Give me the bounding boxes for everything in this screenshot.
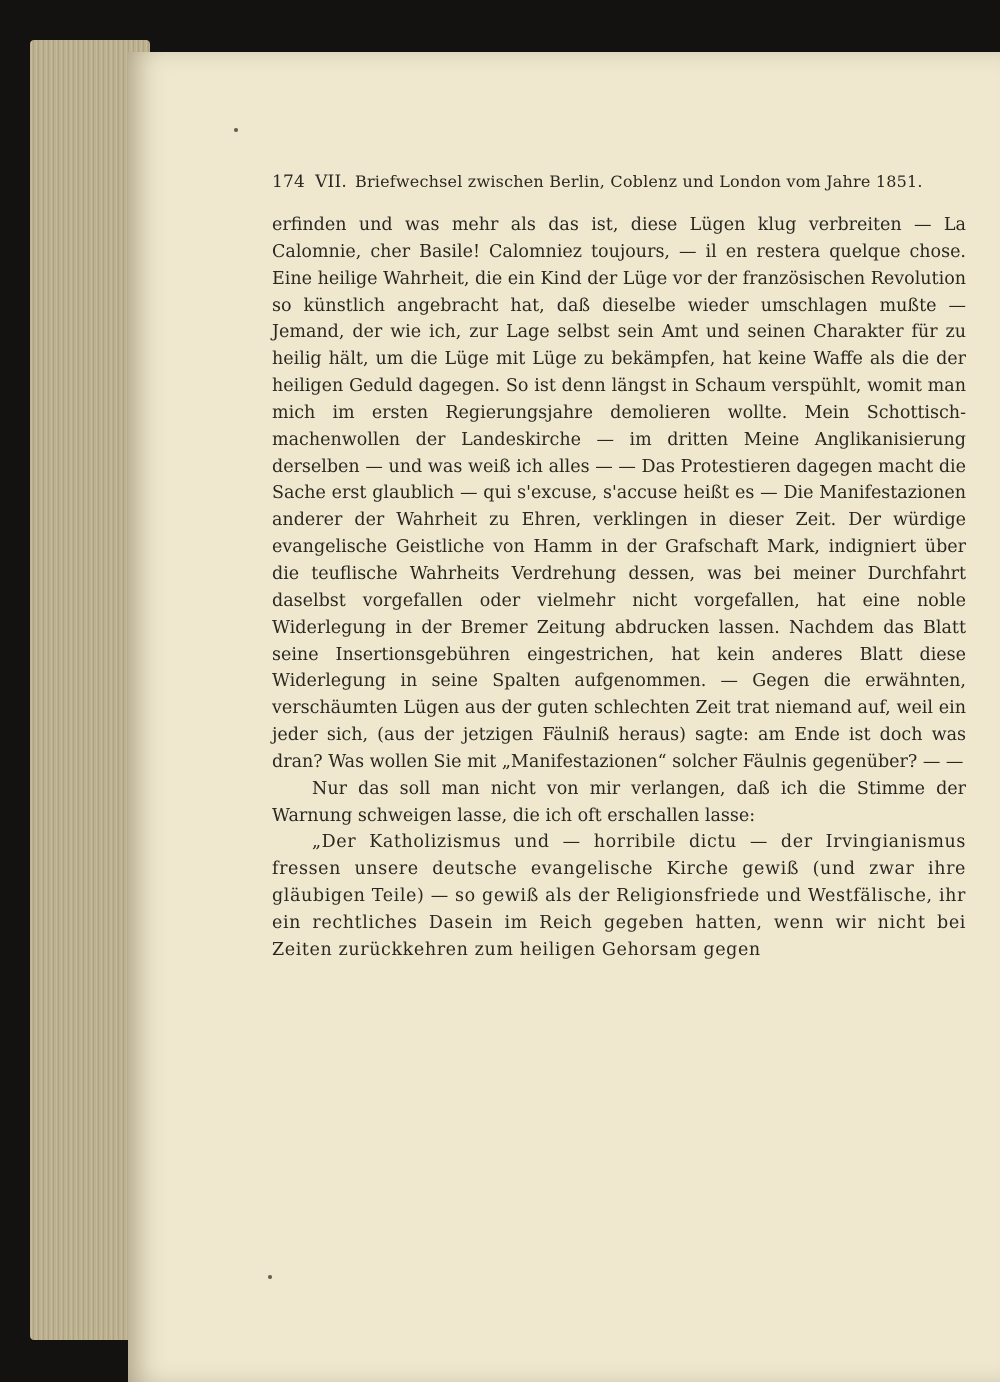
paragraph-continued: erfinden und was mehr als das ist, diese Lügen klug verbreiten — La Calomnie, cher Basile! Calomniez toujours, — il en restera quelque chose. Eine heilige Wahrheit, die ein Kind der Lüge vor der französischen Revolution so künstlich angebracht hat, daß dieselbe wieder umschlagen mußte — Jemand, der wie ich, zur Lage selbst sein Amt und seinen Charakter für zu heilig hält, um die Lüge mit Lüge zu bekämpfen, hat keine Waffe als die der heiligen Geduld dagegen. So ist denn längst in Schaum verspühlt, womit man mich im ersten Regierungsjahre demolieren wollte. Mein Schottisch-machenwollen der Landeskirche — im dritten Meine Anglikanisierung derselben — und was weiß ich alles — — Das Protestieren dagegen macht die Sache erst glaublich — qui s'excuse, s'accuse heißt es — Die Manifestazionen anderer der Wahrheit zu Ehren, verklingen in dieser Zeit. Der würdige evangelische Geistliche von Hamm in der Grafschaft Mark, indigniert über die teuflische Wahrheits Verdrehung dessen, was bei meiner Durchfahrt daselbst vorgefallen oder vielmehr nicht vorgefallen, hat eine noble Widerlegung in der Bremer Zeitung abdrucken lassen. Nachdem das Blatt seine Insertionsgebühren eingestrichen, hat kein anderes Blatt diese Widerlegung in seine Spalten aufgenommen. — Gegen die erwähnten, verschäumten Lügen aus der guten schlechten Zeit trat niemand auf, weil ein jeder sich, (aus der jetzigen Fäulniß heraus) sagte: am Ende ist doch was dran? Was wollen Sie mit „Manifestazionen“ solcher Fäulnis gegenüber? — — bbox=[272, 215, 966, 772]
paper-speck bbox=[234, 128, 238, 132]
page-sheet bbox=[128, 52, 1000, 1382]
running-header bbox=[272, 172, 966, 192]
chapter-number: VII. bbox=[315, 172, 347, 192]
paragraph-warning: Nur das soll man nicht von mir verlangen, daß ich die Stimme der Warnung schweigen lasse, die ich oft erschallen lasse: bbox=[272, 778, 966, 826]
paper-speck bbox=[268, 1275, 272, 1279]
body-text bbox=[272, 212, 966, 964]
page-content bbox=[272, 172, 966, 964]
paragraph-quotation: „Der Katholizismus und — horribile dictu — der Irvingianismus fressen unsere deutsche evangelische Kirche gewiß (und zwar ihre gläubigen Teile) — so gewiß als der Religionsfriede und Westfälische, ihr ein rechtliches Dasein im Reich gegeben hatten, wenn wir nicht bei Zeiten zurückkehren zum heiligen Gehorsam gegen bbox=[272, 832, 966, 960]
running-title: Briefwechsel zwischen Berlin, Coblenz und London vom Jahre 1851. bbox=[354, 172, 923, 191]
page-number: 174 bbox=[272, 172, 306, 192]
